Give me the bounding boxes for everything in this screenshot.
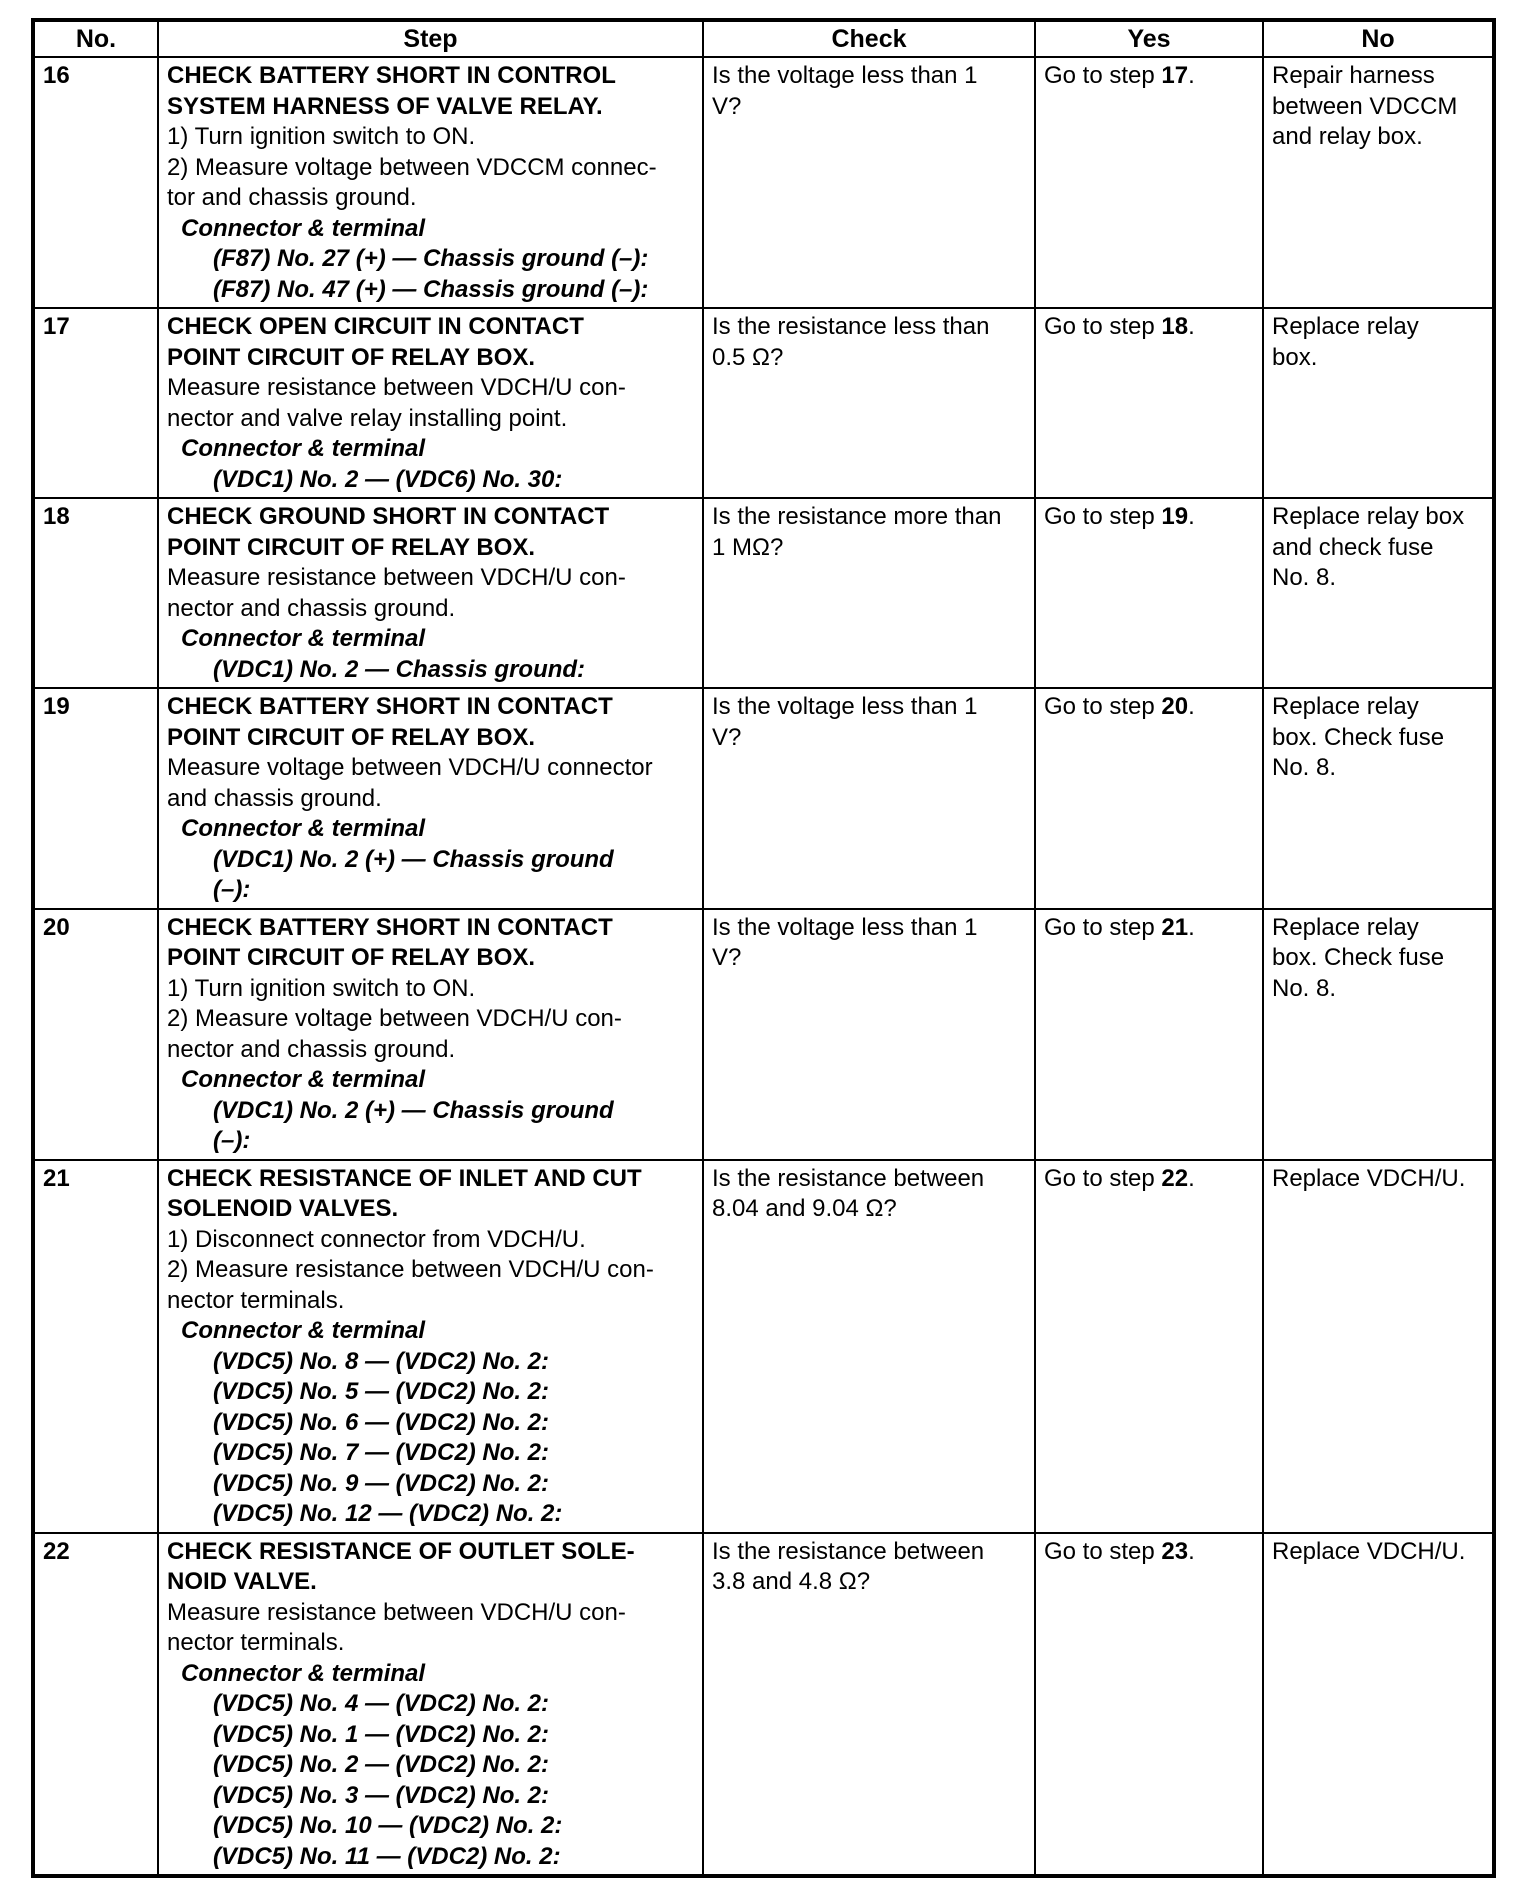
yes-text: Go to step [1044,1537,1162,1565]
table-row [33,498,1494,688]
connector-terminal: (VDC5) No. 10 — (VDC2) No. 2: [213,1812,563,1839]
step-title: POINT CIRCUIT OF RELAY BOX. [167,343,536,371]
yes-step-number: 21 [1161,913,1189,941]
yes-text: Go to step [1044,503,1162,530]
no-action-text: Replace VDCH/U. [1272,1537,1466,1565]
yes-cell [1035,1533,1263,1877]
check-text: 1 MΩ? [712,533,784,561]
no-action-text: Replace relay box [1272,503,1465,530]
yes-cell [1035,909,1263,1160]
check-text: V? [712,944,742,971]
no-action-text: No. 8. [1272,564,1337,591]
check-text: 0.5 Ω? [712,343,784,371]
step-title: CHECK GROUND SHORT IN CONTACT [167,503,610,530]
connector-heading: Connector & terminal [181,1659,426,1687]
step-cell [158,909,703,1160]
connector-terminal: (VDC5) No. 4 — (VDC2) No. 2: [213,1690,550,1717]
yes-text: Go to step [1044,693,1162,720]
table-row [33,308,1494,498]
step-number-cell: 22 [33,1533,158,1877]
yes-step-number: 23 [1161,1537,1189,1565]
connector-heading: Connector & terminal [181,214,426,242]
step-instruction: 1) Turn ignition switch to ON. [167,974,476,1002]
connector-terminal: (VDC5) No. 2 — (VDC2) No. 2: [213,1751,550,1778]
yes-suffix: . [1188,62,1195,89]
check-text: V? [712,723,742,751]
step-cell [158,308,703,498]
yes-step-number: 19 [1161,503,1189,530]
no-cell [1263,1160,1494,1533]
yes-cell [1035,308,1263,498]
step-title: SYSTEM HARNESS OF VALVE RELAY. [167,92,603,120]
no-cell [1263,909,1494,1160]
check-text: V? [712,92,742,120]
step-title: CHECK RESISTANCE OF OUTLET SOLE- [167,1537,635,1565]
step-title: CHECK RESISTANCE OF INLET AND CUT [167,1164,642,1192]
step-instruction: nector terminals. [167,1286,345,1314]
connector-terminal: (VDC1) No. 2 — Chassis ground: [213,655,586,683]
step-number-cell: 19 [33,688,158,909]
table-row [33,909,1494,1160]
yes-cell [1035,1160,1263,1533]
check-cell [703,1160,1035,1533]
yes-text: Go to step [1044,313,1162,340]
yes-text: Go to step [1044,1164,1162,1192]
header-check: Check [703,20,1035,57]
table-row [33,688,1494,909]
step-title: CHECK BATTERY SHORT IN CONTACT [167,693,613,720]
step-cell [158,688,703,909]
step-title: POINT CIRCUIT OF RELAY BOX. [167,944,536,971]
step-instruction: 2) Measure voltage between VDCH/U con- [167,1005,622,1032]
no-action-text: box. [1272,343,1318,371]
step-number-cell: 18 [33,498,158,688]
connector-terminal: (VDC5) No. 6 — (VDC2) No. 2: [213,1408,550,1436]
no-action-text: Replace relay [1272,313,1419,340]
no-cell [1263,498,1494,688]
yes-text: Go to step [1044,62,1162,89]
connector-terminal: (VDC5) No. 7 — (VDC2) No. 2: [213,1439,550,1466]
check-text: 3.8 and 4.8 Ω? [712,1568,871,1595]
step-title: CHECK BATTERY SHORT IN CONTROL [167,62,616,89]
check-text: Is the voltage less than 1 [712,913,978,941]
header-no: No. [33,20,158,57]
check-text: Is the resistance between [712,1537,985,1565]
step-cell [158,57,703,308]
connector-heading: Connector & terminal [181,625,426,652]
no-action-text: Replace VDCH/U. [1272,1164,1466,1192]
connector-terminal: (VDC1) No. 2 (+) — Chassis ground [213,1096,614,1124]
yes-suffix: . [1188,503,1195,530]
step-number-cell: 21 [33,1160,158,1533]
yes-step-number: 18 [1161,313,1189,340]
connector-heading: Connector & terminal [181,815,426,842]
connector-terminal: (F87) No. 47 (+) — Chassis ground (–): [213,275,649,303]
connector-terminal: (–): [213,1127,251,1154]
yes-suffix: . [1188,313,1195,340]
no-action-text: between VDCCM [1272,92,1458,120]
step-instruction: 1) Turn ignition switch to ON. [167,123,476,150]
no-action-text: box. Check fuse [1272,723,1445,751]
step-instruction: nector and valve relay installing point. [167,404,568,432]
yes-suffix: . [1188,693,1195,720]
step-number-cell: 17 [33,308,158,498]
step-instruction: tor and chassis ground. [167,184,417,211]
yes-step-number: 17 [1161,62,1189,89]
no-action-text: No. 8. [1272,754,1337,781]
connector-terminal: (–): [213,876,251,903]
connector-heading: Connector & terminal [181,1317,426,1344]
yes-step-number: 22 [1161,1164,1189,1192]
header-no-action: No [1263,20,1494,57]
no-action-text: box. Check fuse [1272,944,1445,971]
connector-terminal: (VDC5) No. 3 — (VDC2) No. 2: [213,1781,550,1809]
connector-terminal: (F87) No. 27 (+) — Chassis ground (–): [213,245,649,272]
yes-suffix: . [1188,1537,1195,1565]
check-text: Is the resistance between [712,1164,985,1192]
step-instruction: 2) Measure resistance between VDCH/U con- [167,1256,654,1283]
step-instruction: 2) Measure voltage between VDCCM connec- [167,153,657,181]
no-cell [1263,57,1494,308]
table-row [33,1160,1494,1533]
step-title: NOID VALVE. [167,1568,317,1595]
step-title: POINT CIRCUIT OF RELAY BOX. [167,723,536,751]
no-action-text: and check fuse [1272,533,1434,561]
connector-terminal: (VDC5) No. 1 — (VDC2) No. 2: [213,1720,550,1748]
table-body [33,57,1494,1876]
connector-terminal: (VDC1) No. 2 — (VDC6) No. 30: [213,465,563,493]
yes-cell [1035,688,1263,909]
connector-terminal: (VDC5) No. 8 — (VDC2) No. 2: [213,1347,550,1375]
no-action-text: Repair harness [1272,62,1435,89]
yes-suffix: . [1188,1164,1195,1192]
step-cell [158,1533,703,1877]
step-instruction: and chassis ground. [167,784,382,812]
step-instruction: Measure resistance between VDCH/U con- [167,374,626,401]
no-action-text: No. 8. [1272,974,1337,1002]
step-title: CHECK BATTERY SHORT IN CONTACT [167,913,613,941]
check-cell [703,1533,1035,1877]
yes-text: Go to step [1044,913,1162,941]
diagnostic-table [31,18,1496,1878]
step-number-cell: 20 [33,909,158,1160]
header-step: Step [158,20,703,57]
check-cell [703,688,1035,909]
check-cell [703,909,1035,1160]
yes-step-number: 20 [1161,693,1189,720]
connector-heading: Connector & terminal [181,1066,426,1093]
yes-suffix: . [1188,913,1195,941]
step-instruction: Measure voltage between VDCH/U connector [167,754,653,781]
no-action-text: and relay box. [1272,123,1423,150]
no-cell [1263,688,1494,909]
connector-heading: Connector & terminal [181,435,426,462]
table-row [33,57,1494,308]
connector-terminal: (VDC5) No. 11 — (VDC2) No. 2: [213,1842,561,1870]
step-instruction: nector terminals. [167,1629,345,1656]
step-cell [158,1160,703,1533]
connector-terminal: (VDC5) No. 9 — (VDC2) No. 2: [213,1469,550,1497]
connector-terminal: (VDC5) No. 5 — (VDC2) No. 2: [213,1378,550,1405]
check-cell [703,498,1035,688]
no-action-text: Replace relay [1272,913,1419,941]
step-instruction: nector and chassis ground. [167,594,456,622]
step-instruction: 1) Disconnect connector from VDCH/U. [167,1225,586,1253]
no-cell [1263,308,1494,498]
check-text: Is the resistance more than [712,503,1002,530]
step-instruction: Measure resistance between VDCH/U con- [167,564,626,591]
check-cell [703,57,1035,308]
yes-cell [1035,498,1263,688]
yes-cell [1035,57,1263,308]
check-cell [703,308,1035,498]
step-title: SOLENOID VALVES. [167,1195,399,1222]
check-text: 8.04 and 9.04 Ω? [712,1195,897,1222]
connector-terminal: (VDC5) No. 12 — (VDC2) No. 2: [213,1500,563,1527]
step-cell [158,498,703,688]
connector-terminal: (VDC1) No. 2 (+) — Chassis ground [213,845,614,873]
check-text: Is the voltage less than 1 [712,693,978,720]
table-row [33,1533,1494,1877]
check-text: Is the voltage less than 1 [712,62,978,89]
header-yes: Yes [1035,20,1263,57]
step-instruction: nector and chassis ground. [167,1035,456,1063]
check-text: Is the resistance less than [712,313,990,340]
step-title: CHECK OPEN CIRCUIT IN CONTACT [167,313,584,340]
no-cell [1263,1533,1494,1877]
step-title: POINT CIRCUIT OF RELAY BOX. [167,533,536,561]
no-action-text: Replace relay [1272,693,1419,720]
header-row [33,20,1494,57]
step-instruction: Measure resistance between VDCH/U con- [167,1598,626,1626]
step-number-cell: 16 [33,57,158,308]
